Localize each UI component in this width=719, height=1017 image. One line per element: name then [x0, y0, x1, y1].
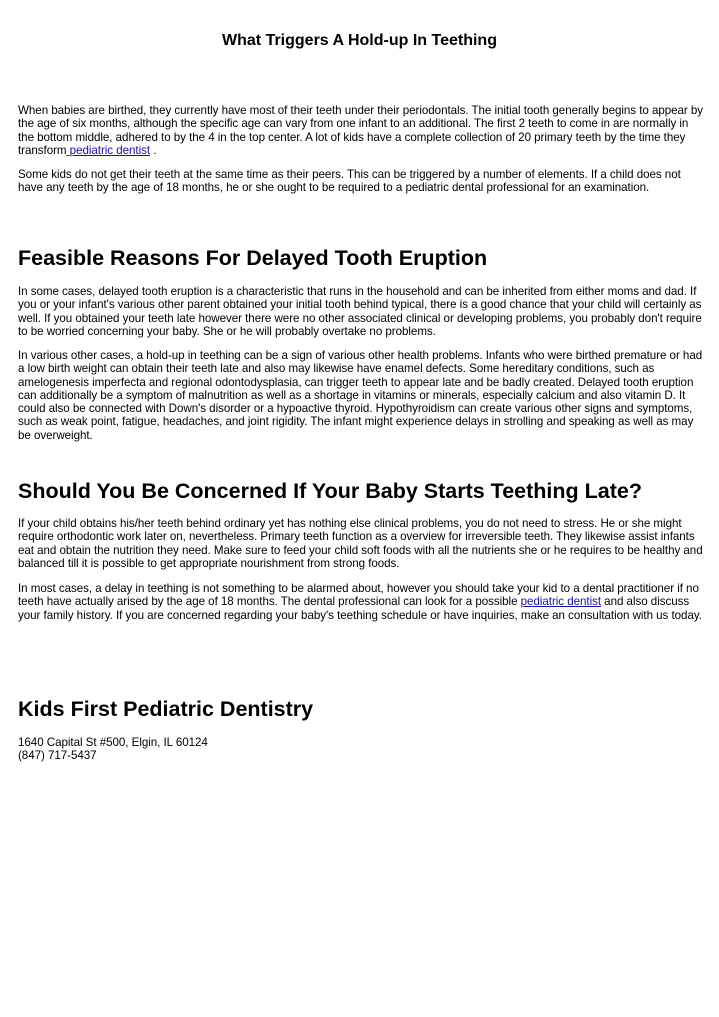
concern-paragraph-2-text: In most cases, a delay in teething is not something to be alarmed about, however you should take your kid to a dental practitioner if no teeth have actually arised by the age of 18 months. The dental professional can look for a possible [18, 582, 699, 609]
contact-block [18, 736, 704, 763]
pediatric-dentist-link-2[interactable]: pediatric dentist [520, 595, 602, 609]
intro-paragraph-end: . [150, 143, 157, 157]
section-heading-delayed-eruption: Feasible Reasons For Delayed Tooth Eruption [18, 246, 488, 270]
address-line: 1640 Capital St #500, Elgin, IL 60124 [18, 736, 208, 749]
page-title: What Triggers A Hold-up In Teething [222, 32, 497, 49]
section-heading-block-1 [18, 245, 704, 271]
reasons-paragraph-block-1 [18, 285, 704, 338]
concern-paragraph-2-end: and also discuss your family history. If you are concerned regarding your baby's teething schedule or have inquiries, make an consultation with us today. [18, 595, 702, 622]
concern-paragraph-block-2 [18, 582, 704, 622]
section-heading-block-3 [18, 696, 704, 722]
section-heading-block-2 [18, 478, 704, 504]
intro-paragraph-text: When babies are birthed, they currently have most of their teeth under their periodontals. The initial tooth generally begins to appear by the age of six months, although the specific age can vary from one infant to an additional. The first 2 teeth to come in are normally in the bottom middle, adhered to by the 4 in the top center. A lot of kids have a complete collection of 20 primary teeth by the time they transform [18, 104, 704, 157]
concern-paragraph-block-1 [18, 517, 704, 570]
second-paragraph-block [18, 168, 704, 195]
pediatric-dentist-link-1[interactable]: pediatric dentist [66, 143, 151, 157]
concern-paragraph-1: If your child obtains his/her teeth behind ordinary yet has nothing else clinical problems, you do not need to stress. He or she might require orthodontic work later on, nevertheless. Primary teeth function as a overview for irreversible teeth. They likewise assist infants eat and obtain the nutrition they need. Make sure to feed your child soft foods with all the nutrients she or he requires to be healthy and balanced till it is possible to get appropriate nourishment from strong foods. [18, 517, 703, 570]
reasons-paragraph-block-2 [18, 349, 704, 442]
reasons-paragraph-1: In some cases, delayed tooth eruption is a characteristic that runs in the household and can be inherited from either moms and dad. If you or your infant's various other parent obtained your initial tooth behind typical, there is a good chance that your child will certainly as well. If you obtained your teeth late however there were no other associated clinical or developing problems, you probably don't require to be worried concerning your baby. She or he will probably overtake no problems. [18, 285, 702, 338]
second-paragraph: Some kids do not get their teeth at the same time as their peers. This can be triggered by a number of elements. If a child does not have any teeth by the age of 18 months, he or she ought to be required to a pediatric dental professional for an examination. [18, 168, 681, 195]
business-name-heading: Kids First Pediatric Dentistry [18, 697, 314, 721]
intro-paragraph-block [18, 104, 704, 157]
section-heading-concerned: Should You Be Concerned If Your Baby Starts Teething Late? [18, 479, 642, 503]
reasons-paragraph-2: In various other cases, a hold-up in teething can be a sign of various other health problems. Infants who were birthed premature or had a low birth weight can obtain their teeth late and also may likewise have enamel defects. Some hereditary conditions, such as amelogenesis imperfecta and regional odontodysplasia, can trigger teeth to appear late and be badly created. Delayed tooth eruption can additionally be a symptom of malnutrition as well as a shortage in vitamins or minerals, especially calcium and also vitamin D. It could also be connected with Down's disorder or a hypoactive thyroid. Hypothyroidism can create various other signs and symptoms, such as weak point, fatigue, headaches, and joint rigidity. The infant might experience delays in strolling and speaking as well as may be overweight. [18, 349, 703, 442]
intro-paragraph [18, 104, 704, 157]
concern-paragraph-2 [18, 582, 704, 622]
phone-line: (847) 717-5437 [18, 749, 97, 763]
